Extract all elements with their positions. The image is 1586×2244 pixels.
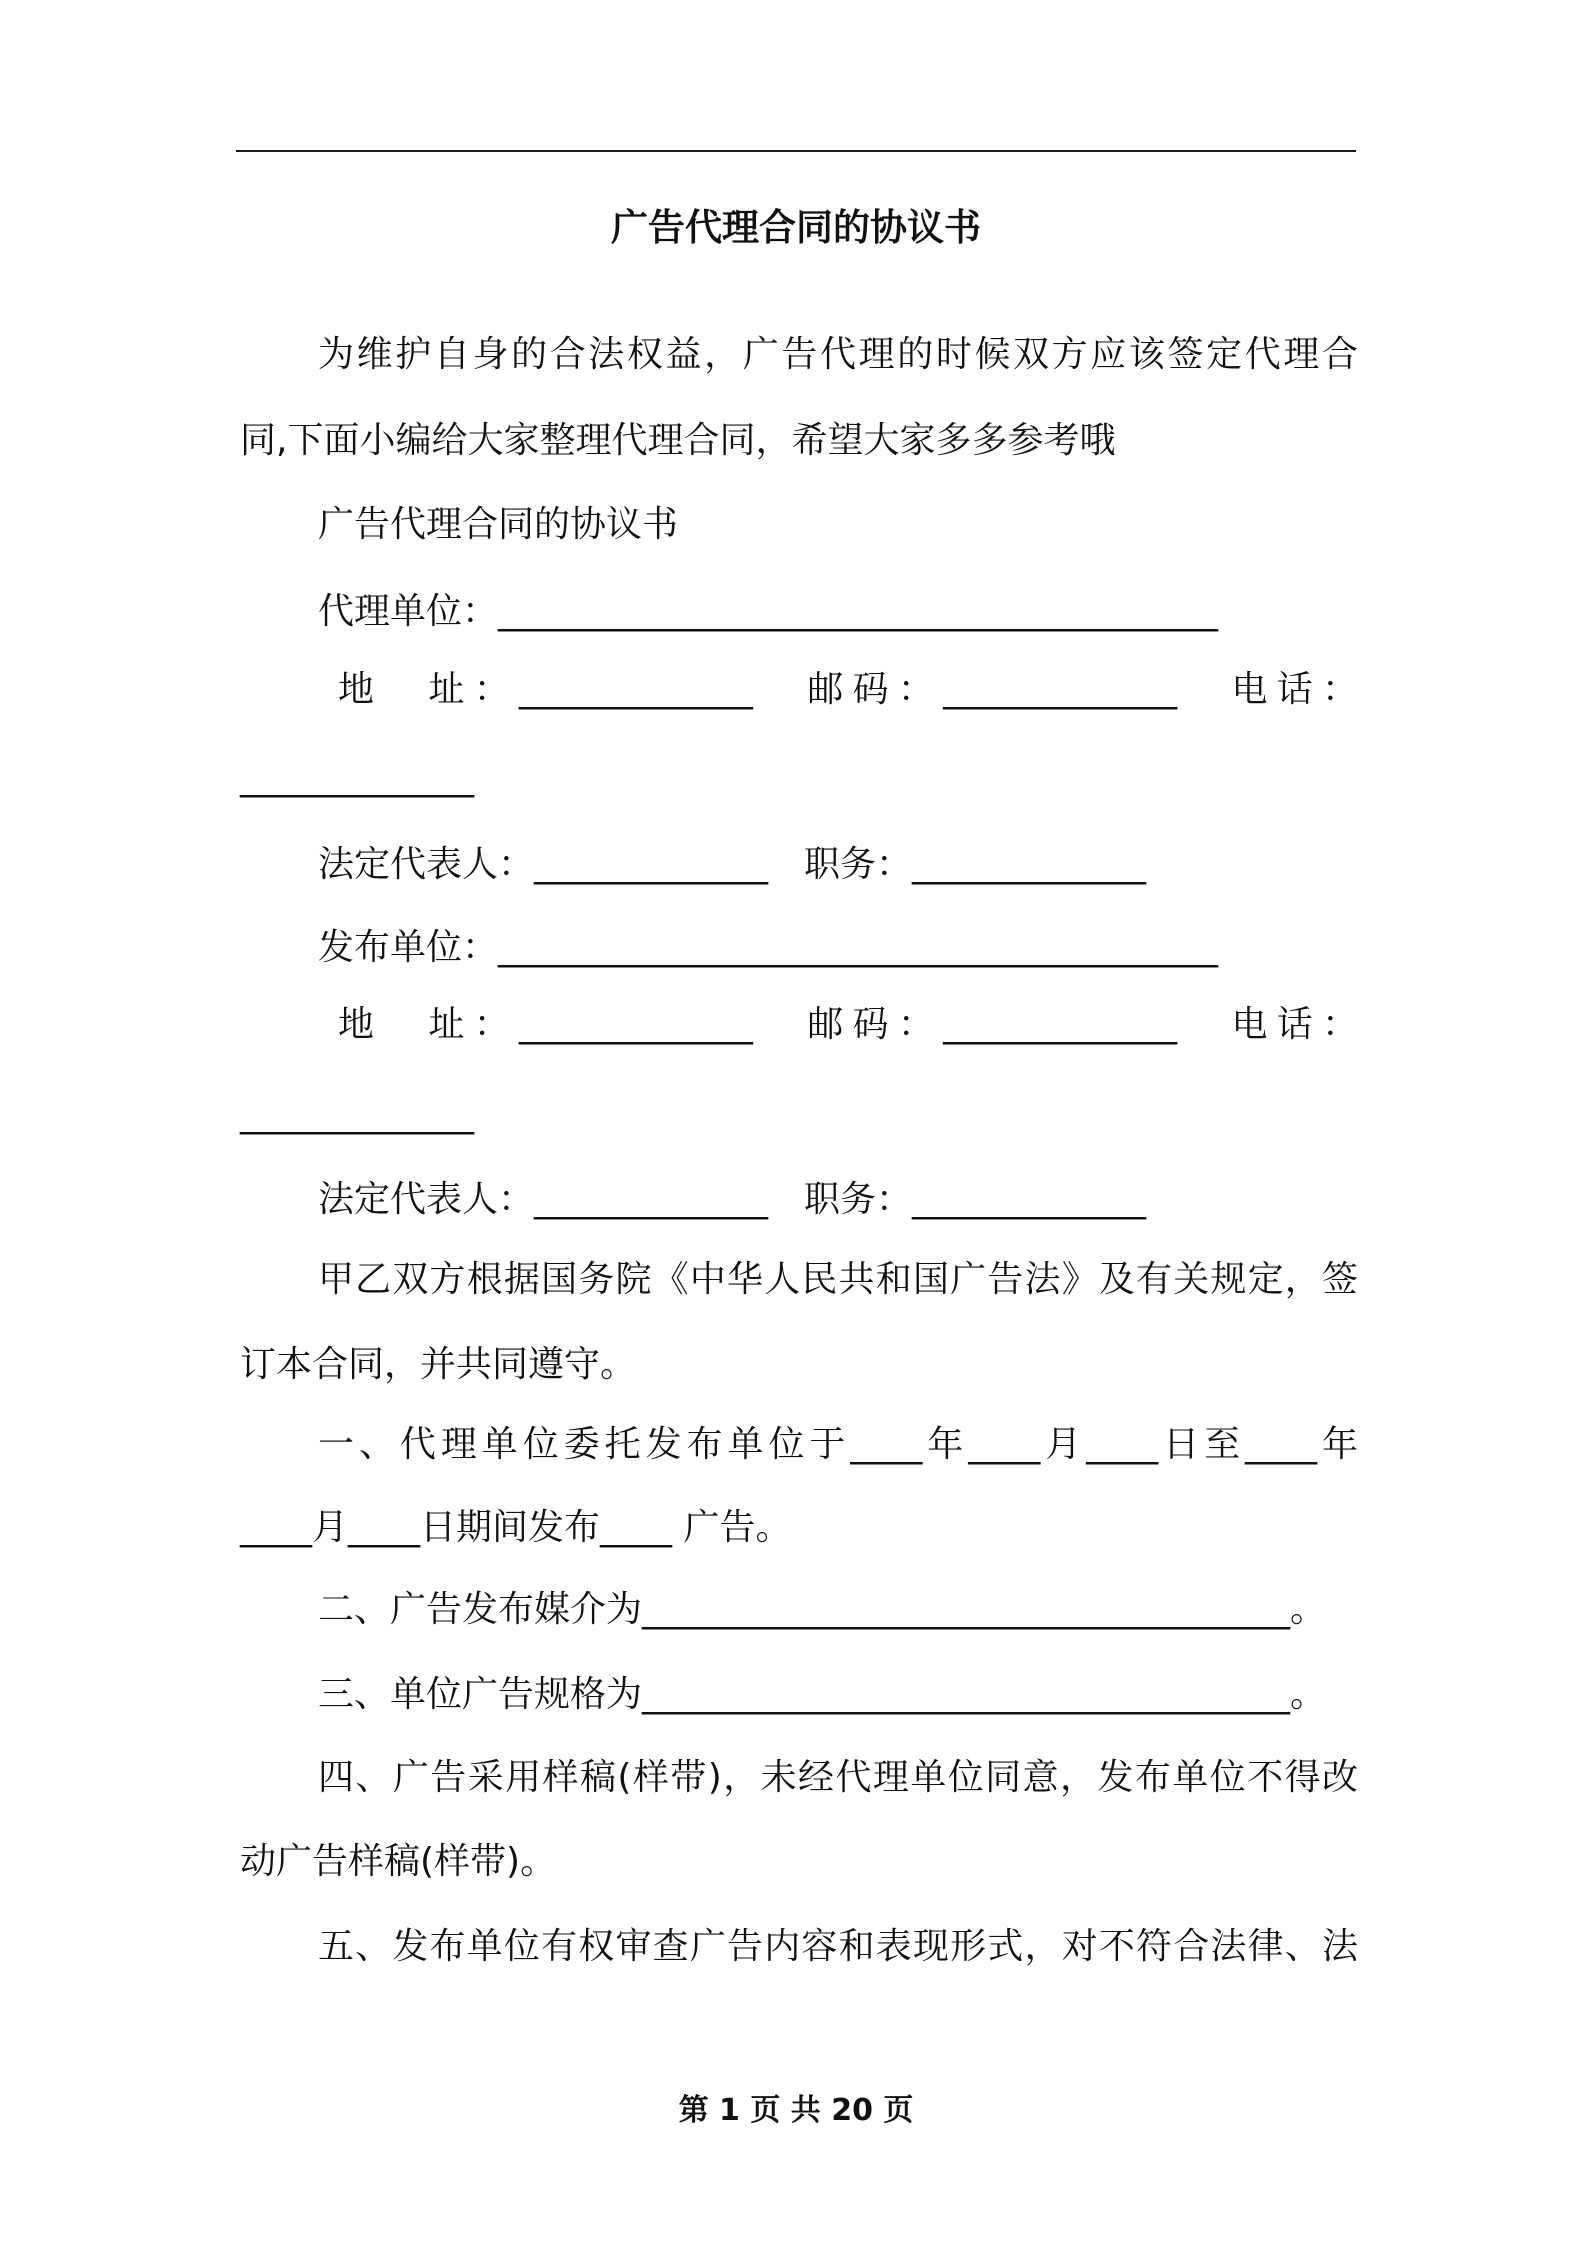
publisher-address-row: 地 址：_____________ 邮码：_____________ 电话： [338,1004,1358,1045]
clause-1-line-1: 一、代理单位委托发布单位于____年____月____日至____年 [318,1424,1358,1465]
agent-address-row: 地 址：_____________ 邮码：_____________ 电话： [338,669,1358,710]
clause-4-line-1: 四、广告采用样稿(样带)，未经代理单位同意，发布单位不得改 [318,1757,1358,1798]
document-title: 广告代理合同的协议书 [611,206,981,249]
clause-4-line-2: 动广告样稿(样带)。 [240,1841,557,1882]
intro-line-2: 同,下面小编给大家整理代理合同，希望大家多多参考哦 [240,420,1116,461]
intro-line-1: 为维护自身的合法权益，广告代理的时候双方应该签定代理合 [318,334,1358,375]
header-rule [236,150,1356,152]
clause-1-line-2: ____月____日期间发布____ 广告。 [240,1507,792,1548]
clause-5-line-1: 五、发布单位有权审查广告内容和表现形式，对不符合法律、法 [318,1926,1358,1967]
clause-2: 二、广告发布媒介为____________________________________。 [318,1589,1327,1630]
agent-unit-field: 代理单位：________________________________________ [318,591,1219,632]
page-number: 第 1 页 共 20 页 [678,2093,914,2128]
agent-phone-blank: _____________ [240,757,474,798]
publisher-unit-field: 发布单位：________________________________________ [318,927,1219,968]
subtitle: 广告代理合同的协议书 [318,504,679,545]
clause-3: 三、单位广告规格为____________________________________。 [318,1674,1327,1715]
publisher-representative-row: 法定代表人：_____________ 职务：_____________ [318,1179,1147,1220]
preamble-line-2: 订本合同，并共同遵守。 [240,1344,637,1385]
publisher-phone-blank: _____________ [240,1094,474,1135]
agent-representative-row: 法定代表人：_____________ 职务：_____________ [318,844,1147,885]
preamble-line-1: 甲乙双方根据国务院《中华人民共和国广告法》及有关规定，签 [318,1259,1358,1300]
